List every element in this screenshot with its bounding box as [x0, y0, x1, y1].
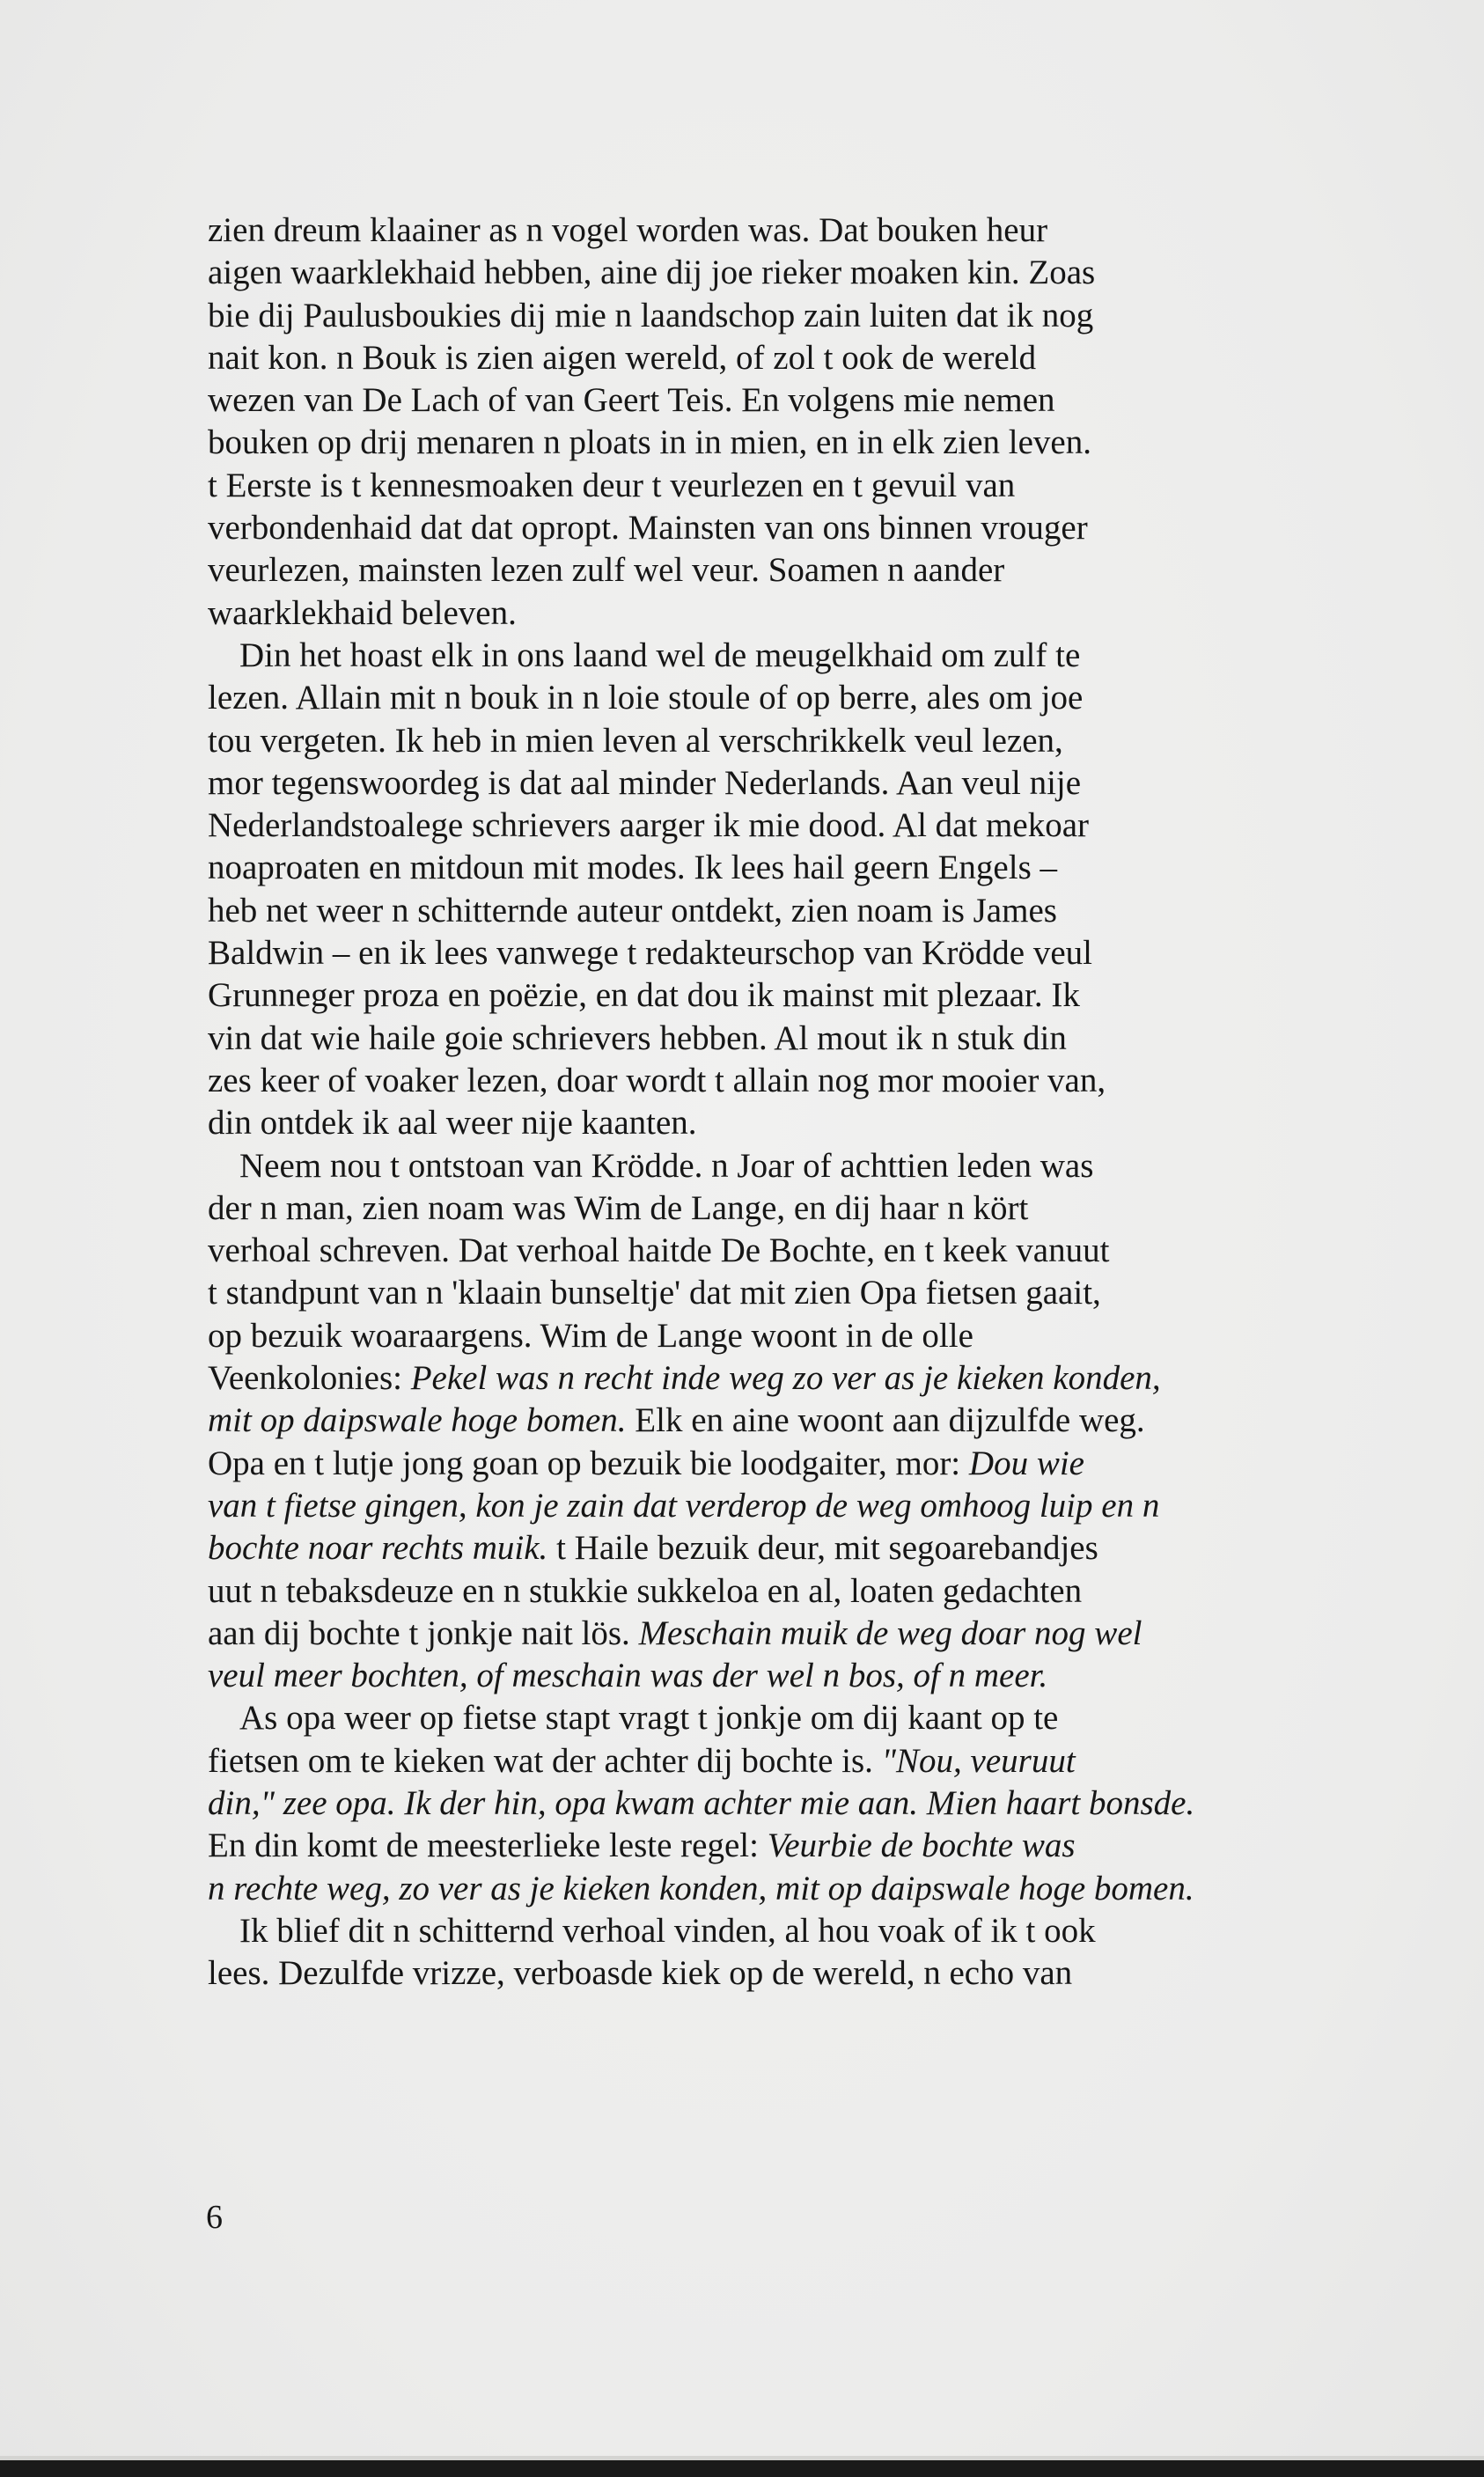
text-run: As opa weer op fietse stapt vragt t jonkje om dij kaant op te	[239, 1699, 1059, 1738]
text-line	[208, 295, 1290, 337]
text-line	[208, 890, 1290, 932]
text-run: Din het hoast elk in ons laand wel de meugelkhaid om zulf te	[239, 636, 1081, 674]
text-line	[208, 1357, 1290, 1400]
text-run: lezen. Allain mit n bouk in n loie stoule of op berre, ales om joe	[208, 679, 1084, 717]
text-line	[208, 932, 1290, 974]
text-run: Nederlandstoalege schrievers aarger ik mie dood. Al dat mekoar	[208, 806, 1089, 845]
text-line	[208, 465, 1290, 507]
text-line	[208, 1485, 1290, 1527]
text-run: wezen van De Lach of van Geert Teis. En volgens mie nemen	[208, 381, 1055, 420]
text-run: aigen waarklekhaid hebben, aine dij joe rieker moaken kin. Zoas	[208, 254, 1096, 292]
text-line	[208, 252, 1290, 294]
text-line	[208, 1952, 1290, 1995]
text-line	[208, 762, 1290, 805]
text-line	[208, 1018, 1290, 1060]
text-line	[208, 1315, 1290, 1357]
text-run: op bezuik woaraargens. Wim de Lange woont in de olle	[208, 1316, 973, 1355]
italic-text-run: din," zee opa. Ik der hin, opa kwam achter mie aan. Mien haart bonsde.	[208, 1783, 1195, 1822]
text-line	[208, 847, 1290, 889]
text-run: nait kon. n Bouk is zien aigen wereld, of zol t ook de wereld	[208, 338, 1037, 377]
text-run: Neem nou t ontstoan van Krödde. n Joar of achttien leden was	[239, 1146, 1094, 1185]
italic-text-run: bochte noar rechts muik.	[208, 1529, 548, 1568]
text-run: En din komt de meesterlieke leste regel:	[208, 1827, 768, 1865]
text-line	[208, 337, 1290, 379]
text-run: der n man, zien noam was Wim de Lange, en dij haar n kört	[208, 1188, 1029, 1227]
text-line	[208, 1102, 1290, 1144]
text-line	[208, 1187, 1290, 1230]
text-run: Baldwin – en ik lees vanwege t redakteurschop van Krödde veul	[208, 934, 1093, 973]
text-line	[208, 1613, 1290, 1655]
text-line	[208, 1400, 1290, 1442]
italic-text-run: Veurbie de bochte was	[767, 1827, 1076, 1865]
italic-text-run: Meschain muik de weg doar nog wel	[638, 1613, 1142, 1652]
text-run: heb net weer n schitternde auteur ontdekt, zien noam is James	[208, 891, 1057, 930]
text-line	[208, 1060, 1290, 1102]
text-run: waarklekhaid beleven.	[208, 593, 517, 632]
italic-text-run: n rechte weg, zo ver as je kieken konden, mit op daipswale hoge bomen.	[208, 1869, 1194, 1907]
text-line	[208, 592, 1290, 635]
text-line	[208, 1272, 1290, 1314]
text-line	[208, 1145, 1290, 1187]
text-run: Grunneger proza en poëzie, en dat dou ik mainst mit plezaar. Ik	[208, 976, 1080, 1015]
text-line	[208, 1910, 1290, 1952]
scan-bottom-border	[0, 2460, 1484, 2477]
text-line	[208, 1527, 1290, 1569]
text-line	[208, 805, 1290, 847]
italic-text-run: Pekel was n recht inde weg zo ver as je kieken konden,	[410, 1359, 1161, 1398]
text-run: aan dij bochte t jonkje nait lös.	[208, 1613, 639, 1652]
body-text	[208, 209, 1290, 1995]
text-line	[208, 1825, 1290, 1867]
text-run: tou vergeten. Ik heb in mien leven al verschrikkelk veul lezen,	[208, 721, 1063, 760]
text-line	[208, 379, 1290, 422]
page-number: 6	[206, 2199, 223, 2236]
text-line	[208, 209, 1290, 252]
text-line	[208, 422, 1290, 464]
text-run: Ik blief dit n schitternd verhoal vinden, al hou voak of ik t ook	[239, 1911, 1096, 1950]
text-line	[208, 1655, 1290, 1697]
text-line	[208, 507, 1290, 549]
text-run: lees. Dezulfde vrizze, verboasde kiek op de wereld, n echo van	[208, 1954, 1073, 1993]
text-line	[208, 720, 1290, 762]
text-line	[208, 1443, 1290, 1485]
text-line	[208, 549, 1290, 592]
text-run: t standpunt van n 'klaain bunseltje' dat mit zien Opa fietsen gaait,	[208, 1274, 1101, 1312]
text-line	[208, 1782, 1290, 1825]
text-run: vin dat wie haile goie schrievers hebben. Al mout ik n stuk din	[208, 1018, 1067, 1057]
text-run: uut n tebaksdeuze en n stukkie sukkeloa en al, loaten gedachten	[208, 1571, 1083, 1610]
text-run: din ontdek ik aal weer nije kaanten.	[208, 1104, 697, 1143]
text-run: zien dreum klaainer as n vogel worden was. Dat bouken heur	[208, 211, 1048, 249]
text-run: verhoal schreven. Dat verhoal haitde De Bochte, en t keek vanuut	[208, 1231, 1110, 1270]
italic-text-run: Dou wie	[968, 1444, 1084, 1482]
text-run: mor tegenswoordeg is dat aal minder Nederlands. Aan veul nije	[208, 763, 1082, 802]
text-run: verbondenhaid dat dat opropt. Mainsten van ons binnen vrouger	[208, 509, 1088, 548]
text-run: t Eerste is t kennesmoaken deur t veurlezen en t gevuil van	[208, 466, 1016, 504]
italic-text-run: veul meer bochten, of meschain was der wel n bos, of n meer.	[208, 1657, 1048, 1695]
text-run: bouken op drij menaren n ploats in in mien, en in elk zien leven.	[208, 423, 1091, 462]
text-run: Opa en t lutje jong goan op bezuik bie loodgaiter, mor:	[208, 1444, 969, 1482]
italic-text-run: mit op daipswale hoge bomen.	[208, 1401, 627, 1440]
text-run: t Haile bezuik deur, mit segoarebandjes	[547, 1529, 1098, 1568]
italic-text-run: "Nou, veuruut	[881, 1741, 1076, 1780]
text-line	[208, 974, 1290, 1017]
text-line	[208, 1740, 1290, 1782]
text-run: Veenkolonies:	[208, 1359, 411, 1398]
text-line	[208, 677, 1290, 719]
text-run: zes keer of voaker lezen, doar wordt t allain nog mor mooier van,	[208, 1061, 1106, 1099]
text-run: Elk en aine woont aan dijzulfde weg.	[626, 1401, 1145, 1440]
text-line	[208, 1697, 1290, 1739]
text-line	[208, 1570, 1290, 1613]
text-run: veurlezen, mainsten lezen zulf wel veur. Soamen n aander	[208, 551, 1005, 590]
text-run: noaproaten en mitdoun mit modes. Ik lees hail geern Engels –	[208, 849, 1058, 887]
text-line	[208, 635, 1290, 677]
text-line	[208, 1868, 1290, 1910]
text-run: bie dij Paulusboukies dij mie n laandschop zain luiten dat ik nog	[208, 296, 1094, 334]
text-run: fietsen om te kieken wat der achter dij bochte is.	[208, 1741, 882, 1780]
italic-text-run: van t fietse gingen, kon je zain dat verderop de weg omhoog luip en n	[208, 1486, 1160, 1525]
text-line	[208, 1230, 1290, 1272]
